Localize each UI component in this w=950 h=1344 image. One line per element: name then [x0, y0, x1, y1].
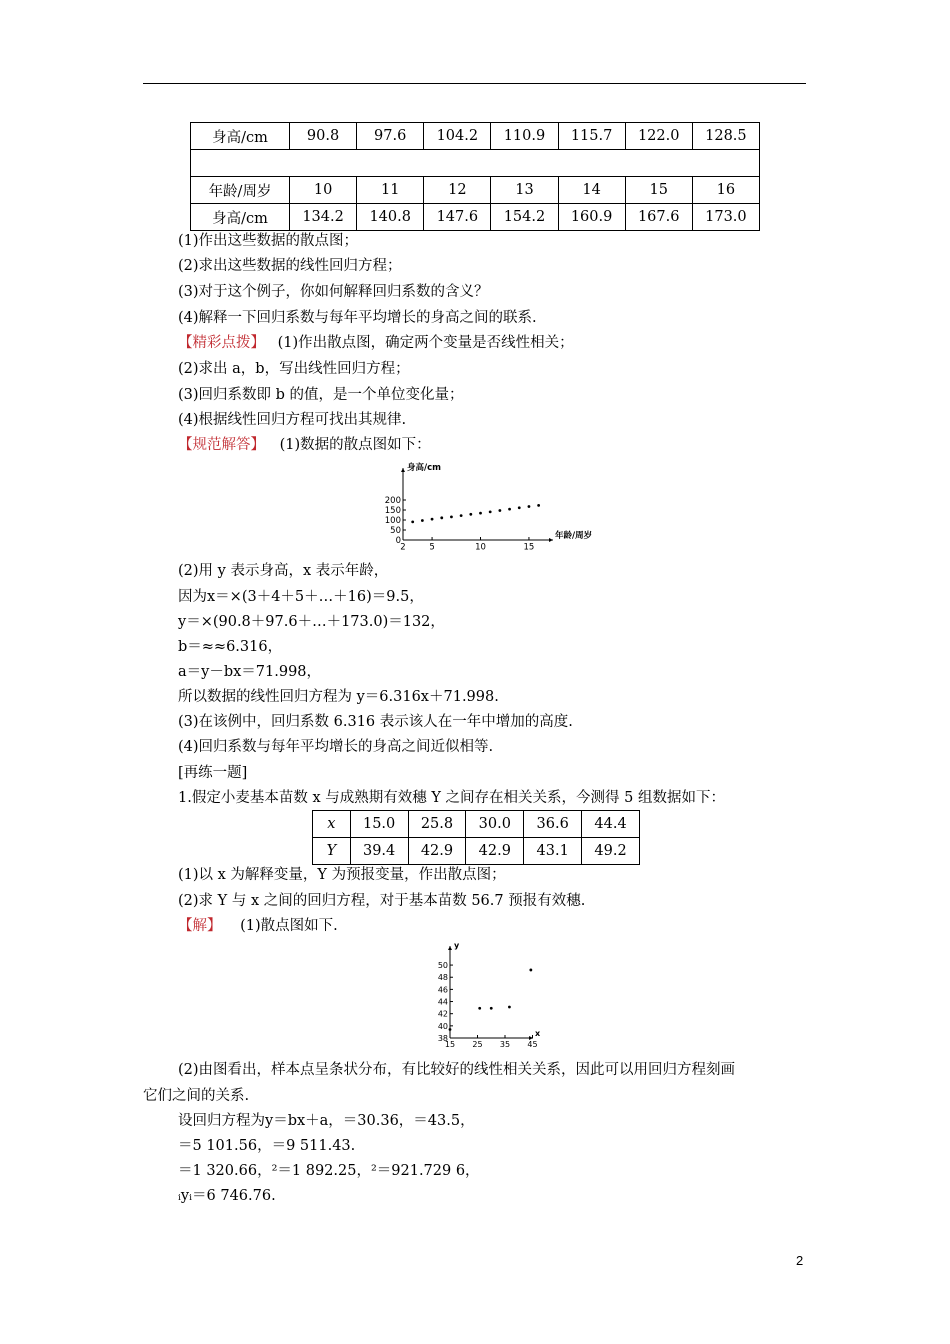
x-tick-label: 15 — [444, 1040, 456, 1049]
data-point — [469, 513, 472, 516]
answer-line: 设回归方程为y＝bx＋a，＝30.36，＝43.5， — [178, 1113, 475, 1129]
x-tick-label: 45 — [527, 1040, 538, 1049]
practice-answer-line — [178, 917, 338, 935]
practice-question: (1)以 x 为解释变量，Y 为预报变量，作出散点图； — [178, 867, 506, 883]
table-cell: 104.2 — [424, 123, 491, 150]
data-point — [508, 508, 511, 511]
table-cell: 14 — [558, 177, 625, 204]
data-point — [411, 520, 414, 523]
x-tick-label: 5 — [429, 542, 435, 553]
table-cell: 30.0 — [466, 811, 524, 838]
y-tick-label: 42 — [437, 1009, 448, 1019]
data-point — [498, 509, 501, 512]
table-cell: x — [313, 811, 351, 838]
table-row — [191, 123, 760, 150]
table-cell: Y — [313, 838, 351, 865]
y-tick-label: 200 — [384, 496, 401, 506]
x-tick-label: 10 — [475, 542, 486, 553]
solution-text: (1)数据的散点图如下： — [279, 437, 431, 453]
y-axis-arrow — [448, 946, 452, 950]
question-line: (1)作出这些数据的散点图； — [178, 233, 359, 249]
table-cell: 11 — [357, 177, 424, 204]
x-axis-label: 年龄/周岁 — [555, 531, 593, 541]
data-point — [450, 515, 453, 518]
data-point — [479, 512, 482, 515]
data-point — [528, 505, 531, 508]
data-point — [508, 1006, 511, 1009]
data-point — [431, 518, 434, 521]
question-line: (3)对于这个例子，你如何解释回归系数的含义？ — [178, 284, 489, 300]
tip-line — [178, 334, 574, 352]
solution-line: (3)在该例中，回归系数 6.316 表示该人在一年中增加的高度. — [178, 714, 573, 730]
height-scatter-chart — [375, 462, 605, 554]
y-axis-label: 身高/cm — [407, 463, 442, 473]
x-tick-label: 15 — [523, 542, 535, 553]
table-cell: 90.8 — [290, 123, 357, 150]
table-cell: 167.6 — [625, 204, 692, 231]
table-cell: 身高/cm — [191, 123, 290, 150]
table-row — [313, 811, 640, 838]
table-cell: 134.2 — [290, 204, 357, 231]
y-axis-arrow — [401, 468, 405, 472]
table-cell: 173.0 — [692, 204, 759, 231]
table-cell: 16 — [692, 177, 759, 204]
table-cell: 12 — [424, 177, 491, 204]
table-cell: 97.6 — [357, 123, 424, 150]
answer-line: ᵢyᵢ＝6 746.76. — [178, 1188, 276, 1204]
solution-label: 【规范解答】 — [178, 437, 265, 453]
x-tick-label: 2 — [400, 542, 406, 553]
answer-line: (2)由图看出，样本点呈条状分布，有比较好的线性相关关系，因此可以用回归方程刻画 — [178, 1062, 736, 1078]
table-cell: 147.6 — [424, 204, 491, 231]
data-point — [537, 504, 540, 507]
solution-line: 所以数据的线性回归方程为 y＝6.316x＋71.998. — [178, 689, 499, 705]
y-tick-label: 100 — [384, 516, 401, 526]
y-tick-label: 150 — [384, 506, 401, 516]
y-axis-label: y — [454, 941, 460, 950]
table-cell: 25.8 — [408, 811, 466, 838]
table-cell: 42.9 — [466, 838, 524, 865]
x-tick-label: 25 — [472, 1040, 483, 1049]
solution-line: (2)用 y 表示身高，x 表示年龄， — [178, 563, 389, 579]
data-point — [460, 514, 463, 517]
answer-text: (1)散点图如下. — [240, 918, 338, 934]
table-row — [191, 204, 760, 231]
solution-line: y＝×(90.8＋97.6＋…＋173.0)＝132， — [178, 614, 445, 630]
practice-question: (2)求 Y 与 x 之间的回归方程，对于基本苗数 56.7 预报有效穗. — [178, 893, 586, 909]
y-tick-label: 0 — [395, 536, 401, 546]
y-tick-label: 40 — [437, 1021, 448, 1031]
table-cell: 128.5 — [692, 123, 759, 150]
table-cell: 42.9 — [408, 838, 466, 865]
practice-problem: 1.假定小麦基本苗数 x 与成熟期有效穗 Y 之间存在相关关系，今测得 5 组数据如下： — [178, 790, 725, 806]
answer-line: ＝1 320.66，²＝1 892.25，²＝921.729 6， — [178, 1163, 480, 1179]
table-cell-empty — [191, 150, 760, 177]
y-tick-label: 50 — [437, 961, 448, 971]
table-cell: 10 — [290, 177, 357, 204]
y-tick-label: 50 — [390, 526, 401, 536]
table-row-empty — [191, 150, 760, 177]
x-tick-label: 35 — [499, 1040, 511, 1049]
data-point — [518, 506, 521, 509]
tip-text: (1)作出散点图，确定两个变量是否线性相关； — [277, 335, 574, 351]
table-cell: 49.2 — [582, 838, 640, 865]
tip-label: 【精彩点拨】 — [178, 335, 265, 351]
data-point — [449, 1028, 452, 1031]
answer-label: 【解】 — [178, 918, 222, 934]
table-cell: 115.7 — [558, 123, 625, 150]
page-number: 2 — [796, 1253, 804, 1268]
answer-line: 它们之间的关系. — [143, 1088, 250, 1104]
y-tick-label: 38 — [437, 1034, 448, 1043]
x-axis-label: x — [535, 1029, 540, 1038]
table-cell: 43.1 — [524, 838, 582, 865]
question-line: (4)解释一下回归系数与每年平均增长的身高之间的联系. — [178, 310, 537, 326]
y-tick-label: 44 — [437, 997, 448, 1007]
table-cell: 13 — [491, 177, 558, 204]
x-axis-arrow — [549, 538, 553, 542]
table-cell: 140.8 — [357, 204, 424, 231]
tip-line: (2)求出 a，b，写出线性回归方程； — [178, 361, 410, 377]
tip-line: (4)根据线性回归方程可找出其规律. — [178, 412, 407, 428]
tip-line: (3)回归系数即 b 的值，是一个单位变化量； — [178, 387, 464, 403]
solution-line — [178, 436, 431, 454]
table-cell: 44.4 — [582, 811, 640, 838]
table-cell: 160.9 — [558, 204, 625, 231]
solution-line: 因为x＝×(3＋4＋5＋…＋16)＝9.5， — [178, 589, 424, 605]
table-cell: 122.0 — [625, 123, 692, 150]
y-tick-label: 48 — [437, 973, 448, 983]
header-rule — [143, 83, 806, 84]
height-age-table — [190, 122, 760, 231]
table-cell: 15.0 — [350, 811, 408, 838]
data-point — [478, 1007, 481, 1010]
wheat-scatter-chart — [430, 940, 540, 1052]
table-cell: 15 — [625, 177, 692, 204]
data-point — [489, 510, 492, 513]
answer-line: ＝5 101.56，＝9 511.43. — [178, 1138, 356, 1154]
table-cell: 39.4 — [350, 838, 408, 865]
data-point — [529, 969, 532, 972]
table-row — [313, 838, 640, 865]
solution-line: a＝y－bx＝71.998， — [178, 664, 322, 680]
practice-header: [再练一题] — [178, 765, 248, 781]
solution-line: (4)回归系数与每年平均增长的身高之间近似相等. — [178, 739, 494, 755]
solution-line: b＝≈≈6.316， — [178, 639, 283, 655]
table-cell: 110.9 — [491, 123, 558, 150]
data-point — [421, 519, 424, 522]
table-cell: 身高/cm — [191, 204, 290, 231]
table-cell: 年龄/周岁 — [191, 177, 290, 204]
data-point — [490, 1007, 493, 1010]
table-cell: 154.2 — [491, 204, 558, 231]
wheat-data-table — [312, 810, 640, 865]
table-row — [191, 177, 760, 204]
y-tick-label: 46 — [437, 985, 448, 995]
question-line: (2)求出这些数据的线性回归方程； — [178, 258, 402, 274]
data-point — [440, 516, 443, 519]
table-cell: 36.6 — [524, 811, 582, 838]
